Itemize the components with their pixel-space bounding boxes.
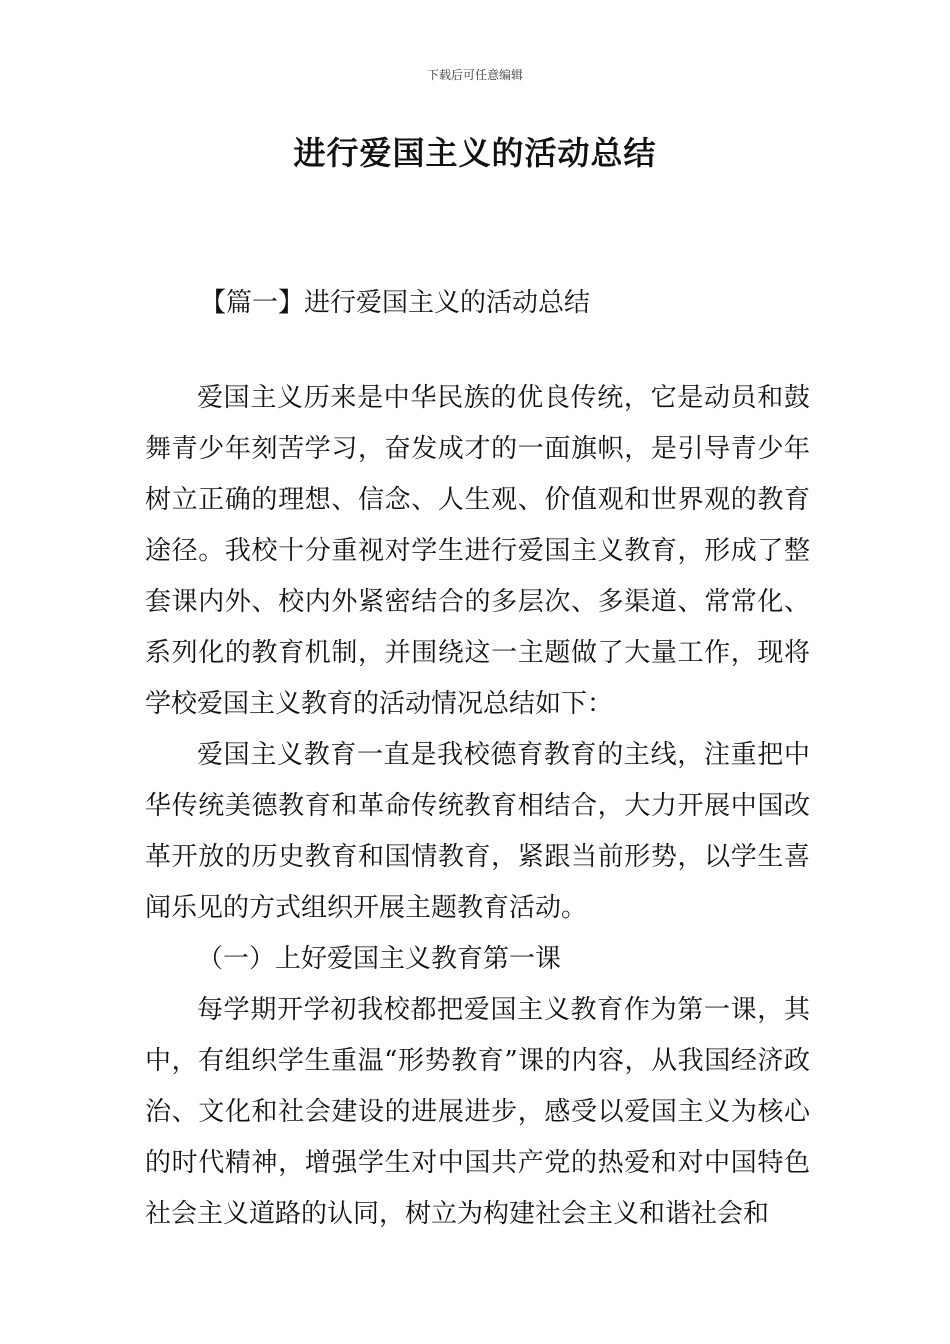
body-text [145, 373, 810, 1240]
header-note: 下载后可任意编辑 [426, 68, 523, 82]
section-heading: 【篇一】进行爱国主义的活动总结 [200, 288, 591, 318]
paragraph-main-line: 爱国主义教育一直是我校德育教育的主线，注重把中华传统美德教育和革命传统教育相结合，大力开展中国改革开放的历史教育和国情教育，紧跟当前形势，以学生喜闻乐见的方式组织开展主题教育活动。 [145, 740, 810, 923]
paragraph-intro: 爱国主义历来是中华民族的优良传统，它是动员和鼓舞青少年刻苦学习，奋发成才的一面旗帜，是引导青少年树立正确的理想、信念、人生观、价值观和世界观的教育途径。我校十分重视对学生进行爱国主义教育，形成了整套课内外、校内外紧密结合的多层次、多渠道、常常化、系列化的教育机制，并围绕这一主题做了大量工作，现将学校爱国主义教育的活动情况总结如下： [145, 383, 810, 719]
paragraph-first-lesson: 每学期开学初我校都把爱国主义教育作为第一课，其中，有组织学生重温“形势教育”课的内容，从我国经济政治、文化和社会建设的进展进步，感受以爱国主义为核心的时代精神，增强学生对中国共产党的热爱和对中国特色社会主义道路的认同，树立为构建社会主义和谐社会和 [145, 995, 810, 1229]
document-title: 进行爱国主义的活动总结 [293, 134, 657, 172]
subheading-first-lesson: （一）上好爱国主义教育第一课 [197, 944, 562, 974]
